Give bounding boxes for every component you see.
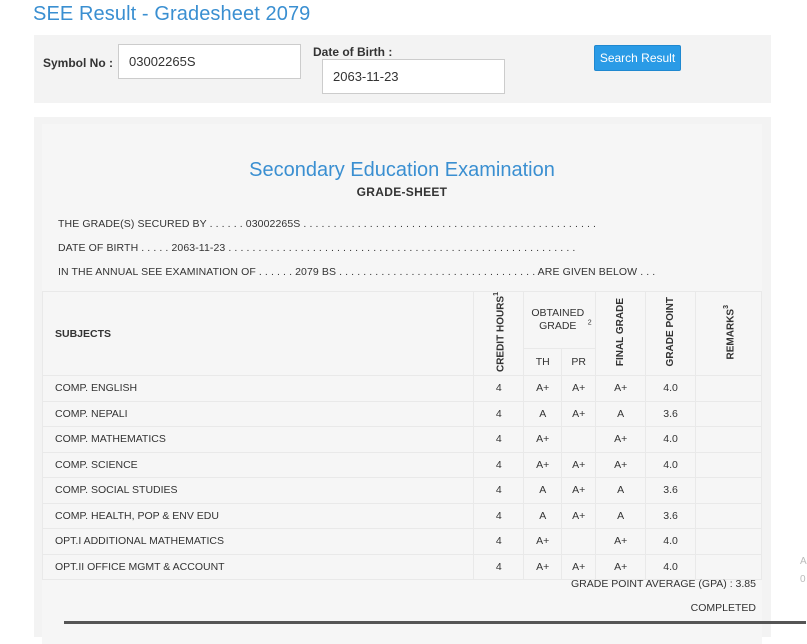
theory-grade-cell: A+ [524,554,562,580]
grade-point-cell: 4.0 [646,427,696,453]
table-row [43,376,762,402]
grade-point-cell: 4.0 [646,529,696,555]
practical-grade-cell: A+ [562,478,596,504]
grade-point-cell: 3.6 [646,401,696,427]
final-grade-cell: A+ [596,376,646,402]
credit-hours-header-text: CREDIT HOURS [495,295,507,373]
obtained-grade-header-text: OBTAINED GRADE [531,306,585,332]
credit-hours-header [474,292,524,376]
subject-cell: COMP. SOCIAL STUDIES [43,478,474,504]
remarks-cell [696,376,762,402]
remarks-cell [696,401,762,427]
subject-cell: COMP. ENGLISH [43,376,474,402]
credit-hours-footnote: 1 [493,292,501,296]
theory-grade-cell: A [524,478,562,504]
gradesheet [42,124,762,644]
table-row [43,401,762,427]
edge-fragment-text: A [800,556,807,567]
final-grade-header [596,292,646,376]
remarks-header [696,292,762,376]
practical-header: PR [562,348,596,375]
grade-point-cell: 4.0 [646,554,696,580]
date-of-birth-input[interactable] [322,59,505,94]
table-row [43,529,762,555]
gradesheet-panel [34,117,771,637]
theory-grade-cell: A+ [524,376,562,402]
final-grade-cell: A [596,503,646,529]
page-title: SEE Result - Gradesheet 2079 [33,3,311,25]
examination-line: IN THE ANNUAL SEE EXAMINATION OF . . . . . . 2079 BS . . . . . . . . . . . . . . . . . . . . . . . . . . . . . . . . . ARE GIVEN BELOW . . . [58,266,656,278]
credit-hours-cell: 4 [474,529,524,555]
grade-point-cell: 3.6 [646,478,696,504]
secured-by-line: THE GRADE(S) SECURED BY . . . . . . 03002265S . . . . . . . . . . . . . . . . . . . . . . . . . . . . . . . . . . . . . . . . . . . . . . . . . [58,218,597,230]
table-row [43,478,762,504]
subject-cell: OPT.II OFFICE MGMT & ACCOUNT [43,554,474,580]
table-row [43,554,762,580]
credit-hours-cell: 4 [474,376,524,402]
practical-grade-cell: A+ [562,554,596,580]
grade-table [42,291,762,580]
symbol-no-input[interactable] [118,44,301,79]
remarks-cell [696,503,762,529]
subject-cell: COMP. SCIENCE [43,452,474,478]
grade-point-header-text: GRADE POINT [665,297,677,367]
subject-cell: OPT.I ADDITIONAL MATHEMATICS [43,529,474,555]
remarks-header-text: REMARKS [725,308,737,360]
theory-grade-cell: A [524,503,562,529]
table-row [43,427,762,453]
practical-grade-cell: A+ [562,503,596,529]
final-grade-cell: A+ [596,554,646,580]
date-of-birth-label: Date of Birth : [313,45,393,59]
credit-hours-cell: 4 [474,452,524,478]
theory-grade-cell: A+ [524,427,562,453]
obtained-grade-header [524,292,596,349]
grade-point-header [646,292,696,376]
final-grade-cell: A+ [596,529,646,555]
edge-fragment-text: 0 [800,574,806,585]
theory-grade-cell: A+ [524,529,562,555]
remarks-cell [696,452,762,478]
theory-grade-cell: A [524,401,562,427]
subject-cell: COMP. NEPALI [43,401,474,427]
credit-hours-cell: 4 [474,401,524,427]
subject-cell: COMP. MATHEMATICS [43,427,474,453]
remarks-cell [696,427,762,453]
final-grade-cell: A+ [596,427,646,453]
gradesheet-heading: GRADE-SHEET [356,185,448,199]
remarks-footnote: 3 [722,304,730,309]
credit-hours-cell: 4 [474,554,524,580]
table-row [43,452,762,478]
practical-grade-cell [562,427,596,453]
credit-hours-cell: 4 [474,503,524,529]
search-result-button[interactable]: Search Result [594,45,681,71]
final-grade-cell: A+ [596,452,646,478]
subject-cell: COMP. HEALTH, POP & ENV EDU [43,503,474,529]
credit-hours-cell: 4 [474,427,524,453]
remarks-cell [696,529,762,555]
grade-point-cell: 3.6 [646,503,696,529]
symbol-no-label: Symbol No : [43,56,114,70]
grade-rows [43,376,762,580]
practical-grade-cell: A+ [562,376,596,402]
remarks-cell [696,554,762,580]
theory-grade-cell: A+ [524,452,562,478]
theory-header: TH [524,348,562,375]
credit-hours-cell: 4 [474,478,524,504]
remarks-cell [696,478,762,504]
obtained-grade-footnote: 2 [587,319,592,327]
grade-point-cell: 4.0 [646,452,696,478]
search-panel [34,35,771,103]
exam-title: Secondary Education Examination [249,159,555,181]
final-grade-cell: A [596,401,646,427]
table-row [43,503,762,529]
subjects-header: SUBJECTS [43,292,474,376]
practical-grade-cell: A+ [562,401,596,427]
gpa-summary: GRADE POINT AVERAGE (GPA) : 3.85 [571,578,756,590]
final-grade-cell: A [596,478,646,504]
practical-grade-cell [562,529,596,555]
final-grade-header-text: FINAL GRADE [615,297,627,367]
date-of-birth-line: DATE OF BIRTH . . . . . 2063-11-23 . . . . . . . . . . . . . . . . . . . . . . . . . . . . . . . . . . . . . . . . . . . . . . . . . . . . . . . . . . [58,242,576,254]
horizontal-scrollbar[interactable] [64,621,806,624]
practical-grade-cell: A+ [562,452,596,478]
grade-point-cell: 4.0 [646,376,696,402]
result-status: COMPLETED [690,602,756,614]
